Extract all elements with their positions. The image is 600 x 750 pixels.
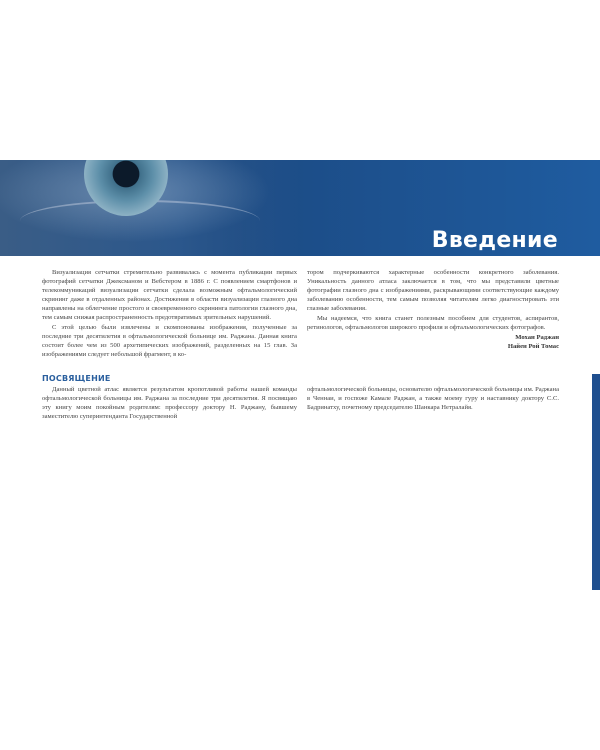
dedication-paragraph-2: офтальмологической больницы, основателю офтальмологической больницы им. Раджана в Ченнаи, и госпоже Камале Раджан, а также моему гуру и наставнику доктору С.С. Бадринатху, почетному председателю Шанкара Нетралайя.	[307, 386, 559, 411]
intro-column-left	[42, 268, 297, 360]
intro-paragraph-4: Мы надеемся, что книга станет полезным пособием для студентов, аспирантов, ретинологов, офтальмологов широкого профиля и офтальмологических фотографов.	[307, 315, 559, 331]
dedication-column-right	[307, 385, 559, 413]
intro-paragraph-3: тором подчеркиваются характерные особенности конкретного заболевания. Уникальность данного атласа заключается в том, что мы представили цветные фотографии глазного дна с изображениями, раскрывающими соответствующие каждому заболеванию особенности, тем самым позволяя читателям легко диагностировать эти глазные заболевания.	[307, 269, 559, 312]
author-signature-1: Мохан Раджан	[515, 334, 559, 341]
header-banner	[0, 160, 600, 256]
intro-paragraph-2: С этой целью были извлечены и скомпонованы изображения, полученные за последние три десятилетия в офтальмологической больнице им. Раджана. Данная книга состоит более чем из 500 архетипических изображений, разделенных на 15 глав. За изображениями следует небольшой фрагмент, в ко-	[42, 324, 297, 358]
author-signature-2: Найен Рой Томас	[507, 343, 559, 350]
intro-column-right	[307, 268, 559, 351]
dedication-paragraph-1: Данный цветной атлас является результатом кропотливой работы нашей команды офтальмологической больницы им. Раджана за последние три десятилетия. Я посвящаю эту книгу моим покойным родителям: профессору доктору Н. Раджану, бывшему заместителю суперинтенданта Государственной	[42, 386, 297, 420]
page-edge-tab	[592, 374, 600, 590]
page-title: Введение	[431, 228, 558, 253]
eye-photo	[0, 160, 300, 256]
dedication-column-left	[42, 385, 297, 422]
intro-paragraph-1: Визуализация сетчатки стремительно развивалась с момента публикации первых фотографий сетчатки Джексманом и Вебстером в 1886 г. С появлением смартфонов и телекоммуникаций визуализации сетчатки сделала возможным офтальмологический скрининг даже в отдаленных районах. Достижения в области визуализации глазного дна направлены на облегчение простого и своевременного скрининга патологии глазного дна, тем самым снижая распространенность предотвратимых зрительных нарушений.	[42, 269, 297, 321]
dedication-title: ПОСВЯЩЕНИЕ	[42, 374, 111, 383]
